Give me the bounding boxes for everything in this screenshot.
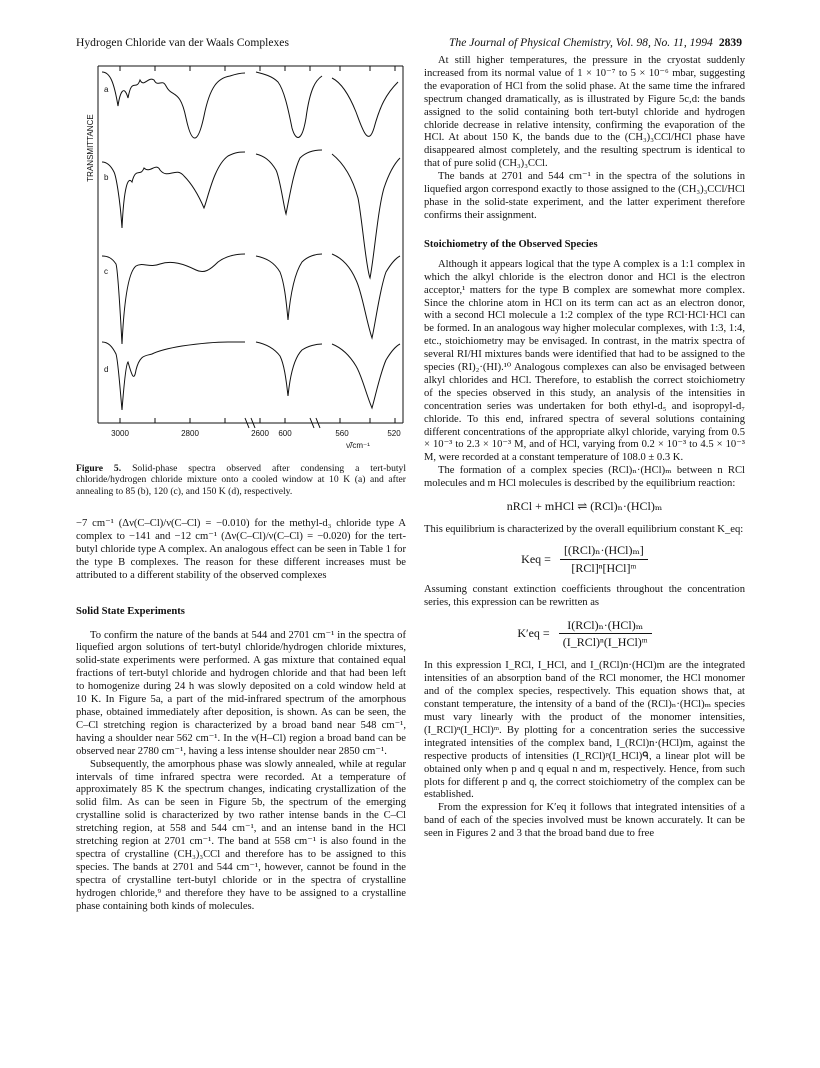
paragraph: Assuming constant extinction coefficients throughout the concentration series, this expression can be rewritten as [424,583,745,608]
paragraph: At still higher temperatures, the pressure in the cryostat suddenly increased from its normal value of 1 × 10⁻⁷ to 5 × 10⁻⁶ mbar, suggesting the evaporation of HCl from the solid phase. At the same time the infrared spectrum changed dramatically, as is illustrated by Figure 5c,d: the bands assigned to the solid containing both tert-butyl chloride and hydrogen chloride decrease in relative intensity, confirming the evaporation of the HCl. At about 150 K, the bands due to the (CH₃)₃CCl/HCl phase have disappeared almost completely, and the resulting spectrum is identical to that of pure solid (CH₃)₃CCl. [424,55,745,170]
right-column [424,55,745,841]
caption-label: Figure 5. [76,463,122,474]
paragraph: Subsequently, the amorphous phase was slowly annealed, while at regular intervals of time infrared spectra were recorded. At a temperature of approximately 85 K the spectrum changes, indicating crystallization of the solid film. As can be seen in Figure 5b, the spectrum of the emerging crystalline solid is characterized by two rather intense bands in the C–Cl stretching region, at 558 and 544 cm⁻¹, and an intense band in the HCl stretching region at 2701 cm⁻¹. The band at 558 cm⁻¹ is also found in the spectra of crystalline (CH₃)₃CCl and therefore has to be assigned to this species. The bands at 2701 and 544 cm⁻¹, however, cannot be found in the spectra of crystalline tert-butyl chloride or in the spectra of crystalline hydrogen chloride,⁹ and therefore they have to be assigned to a crystalline phase containing both kinds of molecules. [76,758,406,912]
page-number: 2839 [718,36,742,49]
left-column [76,518,406,913]
paragraph: To confirm the nature of the bands at 544 and 2701 cm⁻¹ in the spectra of liquefied argon solutions of tert-butyl chloride/hydrogen chloride mixtures, solid-state experiments were performed. A gas mixture that contained equal fractions of tert-butyl chloride and hydrogen chloride and that had been left to homogenize during 24 h was slowly deposited on a cold window held at 10 K. In Figure 5a, a part of the mid-infrared spectrum of the amorphous phase, obtained immediately after deposition, is shown. As can be seen, the C–Cl stretching region is characterized by a broad band near 548 cm⁻¹, having a shoulder near 562 cm⁻¹. In the ν(H–Cl) region a broad band can be observed near 2780 cm⁻¹, having a less intense shoulder near 2850 cm⁻¹. [76,629,406,757]
section-heading-stoichiometry: Stoichiometry of the Observed Species [424,238,598,250]
equation-reaction: nRCl + mHCl ⇌ (RCl)ₙ·(HCl)ₘ [506,499,663,514]
figure-caption [76,463,406,497]
kprime-denominator: (I_RCl)ⁿ(I_HCl)ᵐ [562,635,648,650]
keq-fraction [560,544,648,575]
paragraph: The bands at 2701 and 544 cm⁻¹ in the spectra of the solutions in liquefied argon correspond exactly to those assigned to the (CH₃)₃CCl/HCl phase in the solid-state experiment, and the latter experiment therefore confirms their assignment. [424,171,745,221]
equation-keq [424,544,745,575]
trace-label-d: d [104,365,109,374]
keq-lhs: Keq = [521,551,551,566]
kprime-numerator: I(RCl)ₙ·(HCl)ₘ [559,619,652,635]
paragraph: From the expression for K′eq it follows that integrated intensities of a band of each of the species involved must be known accurately. It can be seen in Figures 2 and 3 that the broad band due to free [424,802,745,840]
section-heading-solid-state: Solid State Experiments [76,605,185,617]
x-tick-label: 2600 [251,429,269,438]
x-tick-label: 2800 [181,429,199,438]
paragraph: In this expression I_RCl, I_HCl, and I_(RCl)n·(HCl)m are the integrated intensities of an absorption band of the RCl monomer, the HCl monomer and of the complex species, respectively. This equation shows that, at constant temperature, the intensity of a band of the (RCl)ₙ·(HCl)ₘ species must vary linearly with the product of the monomer intensities, (I_RCl)ⁿ(I_HCl)ᵐ. By plotting for a concentration series the successive integrated intensities of the complex band, I_(RCl)n·(HCl)m, against the respective products of intensities (I_RCl)ᵖ(I_HCl)ᑫ, a linear plot will be obtained only when p and q equal n and m, respectively. Hence, from such plots for different p and q, the correct stoichiometry of the complex can be established. [424,660,745,801]
trace-c [102,254,400,344]
kprime-lhs: K′eq = [517,626,550,641]
trace-a [102,72,398,138]
keq-denominator: [RCl]ⁿ[HCl]ᵐ [571,560,637,575]
trace-label-c: c [104,267,108,276]
trace-d [102,342,400,410]
keq-numerator: [(RCl)ₙ·(HCl)ₘ] [560,544,648,560]
x-tick-label: 560 [335,429,349,438]
y-axis-label: TRANSMITTANCE [86,114,95,182]
trace-b [102,150,400,278]
kprime-fraction [559,619,652,650]
paragraph: The formation of a complex species (RCl)ₙ·(HCl)ₘ between n RCl molecules and m HCl molecules is described by the equilibrium reaction: [424,465,745,490]
spectra-figure [80,58,410,456]
trace-label-a: a [104,85,109,94]
running-header-journal [449,36,742,49]
paragraph: This equilibrium is characterized by the overall equilibrium constant K_eq: [424,524,744,535]
trace-label-b: b [104,173,109,182]
paragraph: Although it appears logical that the type A complex is a 1:1 complex in which the alkyl chloride is the electron donor and HCl is the electron acceptor,¹ matters for the type B complex are somewhat more complex. Since the chlorine atom in HCl on its term can act as an electron donor, with a second HCl molecule a 1:2 complex of the type RCl·HCl·HCl can be formed. In an analogous way higher molecular complexes, with 1:3, 1:4, etc., stoichiometry may be envisaged. In contrast, in the matrix spectra of several RI/HI mixtures bands were identified that had to be assigned to the species (RI)₂·(HI).¹⁰ Analogous complexes can also be envisaged between alkyl chlorides and HCl. Therefore, to establish the correct stoichiometry of the species observed in this study, an analysis of the intensities in concentration series was undertaken for both ethyl-d₅ and isopropyl-d₇ chloride. To this end, infrared spectra of several solutions containing different concentrations of the appropriate alkyl chloride, varying from 0.5 × 10⁻³ to 2.3 × 10⁻³ M, and of HCl, varying from 0.2 × 10⁻³ to 4.5 × 10⁻³ M, were recorded at a constant temperature of 108.0 ± 0.3 K. [424,258,745,464]
x-tick-label: 3000 [111,429,129,438]
equation-kprime [424,619,745,650]
x-tick-label: 520 [387,429,401,438]
paragraph: −7 cm⁻¹ (Δν(C–Cl)/ν(C–Cl) = −0.010) for the methyl-d₃ chloride type A complex to −141 and −12 cm⁻¹ (Δν(C–Cl)/ν(C–Cl) = −0.020) for the tert-butyl chloride type A complex. An analogous effect can be seen in Table 1 for the type B complexes. The reason for these different increases must be attributed to a different stability of the observed complexes [76,518,406,581]
x-tick-label: 600 [278,429,292,438]
caption-text: Solid-phase spectra observed after condensing a tert-butyl chloride/hydrogen chloride mixture onto a cooled window at 10 K (a) and after annealing to 85 (b), 120 (c), and 150 K (d), respectively. [76,463,406,497]
journal-citation: The Journal of Physical Chemistry, Vol. 98, No. 11, 1994 [448,36,713,49]
x-axis-unit: ν̃/cm⁻¹ [346,441,370,450]
running-header-title: Hydrogen Chloride van der Waals Complexes [76,36,289,49]
